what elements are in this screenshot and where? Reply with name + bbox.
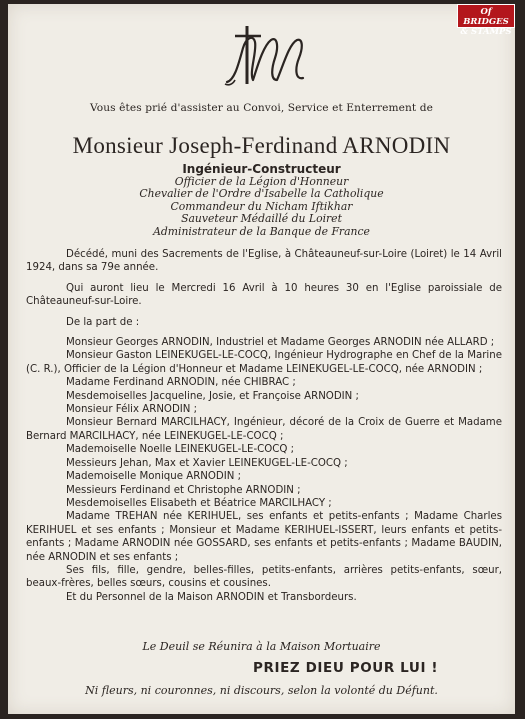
family-entry: Messieurs Jehan, Max et Xavier LEINEKUGEL-LE-COCQ ; xyxy=(66,457,348,469)
honor-titles xyxy=(8,176,515,238)
family-entry: Monsieur Félix ARNODIN ; xyxy=(66,404,198,416)
family-entry: Et du Personnel de la Maison ARNODIN et Transbordeurs. xyxy=(66,591,357,603)
family-entry: Mesdemoiselles Elisabeth et Béatrice MARCILHACY ; xyxy=(66,497,332,509)
honor-title: Sauveteur Médaillé du Loiret xyxy=(181,212,342,226)
watermark-line-2: & STAMPS xyxy=(460,27,512,37)
family-entry: Mademoiselle Monique ARNODIN ; xyxy=(66,471,242,483)
watermark-line-1: Of BRIDGES xyxy=(463,7,509,27)
deceased-profession: Ingénieur-Constructeur xyxy=(182,162,341,176)
service-notice: Qui auront lieu le Mercredi 16 Avril à 10 heures 30 en l'Eglise paroissiale de Châteauneuf-sur-Loire. xyxy=(26,282,502,308)
cross-monogram-icon xyxy=(213,22,309,88)
family-entry: Madame TREHAN née KERIHUEL, ses enfants et petits-enfants ; Madame Charles KERIHUEL et ses enfants ; Monsieur et Madame KERIHUEL-ISSERT, leurs enfants et petits-enfants ; Madame ARNODIN née GOSSARD, ses enfants et petits-enfants ; Madame BAUDIN, née ARNODIN et ses enfants ; xyxy=(26,511,502,563)
family-entry: Monsieur Gaston LEINEKUGEL-LE-COCQ, Ingénieur Hydrographe en Chef de la Marine (C. R.), Officier de la Légion d'Honneur et Madame LEINEKUGEL-LE-COCQ, née ARNODIN ; xyxy=(26,350,502,375)
family-entry: Monsieur Bernard MARCILHACY, Ingénieur, décoré de la Croix de Guerre et Madame Bernard MARCILHACY, née LEINEKUGEL-LE-COCQ ; xyxy=(26,417,502,442)
deceased-name: Monsieur Joseph-Ferdinand ARNODIN xyxy=(72,133,451,158)
honor-title: Commandeur du Nicham Iftikhar xyxy=(170,199,353,213)
family-list xyxy=(26,336,502,604)
family-entry: Mesdemoiselles Jacqueline, Josie, et Françoise ARNODIN ; xyxy=(66,390,359,402)
honor-title: Administrateur de la Banque de France xyxy=(153,224,370,238)
death-notice: Décédé, muni des Sacrements de l'Eglise, à Châteauneuf-sur-Loire (Loiret) le 14 Avril 1924, dans sa 79e année. xyxy=(26,249,502,274)
family-entry: Monsieur Georges ARNODIN, Industriel et Madame Georges ARNODIN née ALLARD ; xyxy=(66,337,495,349)
funeral-notice-card xyxy=(8,4,515,714)
from-label: De la part de : xyxy=(66,316,140,328)
family-entry: Ses fils, fille, gendre, belles-filles, petits-enfants, arrières petits-enfants, sœur, beaux-frères, belles sœurs, cousins et cousines. xyxy=(26,564,502,590)
invitation-line: Vous êtes prié d'assister au Convoi, Service et Enterrement de xyxy=(89,102,434,114)
prayer-line: PRIEZ DIEU POUR LUI ! xyxy=(253,660,439,676)
no-flowers-request: Ni fleurs, ni couronnes, ni discours, selon la volonté du Défunt. xyxy=(85,684,438,697)
family-entry: Mademoiselle Noelle LEINEKUGEL-LE-COCQ ; xyxy=(66,444,295,456)
mourning-gathering: Le Deuil se Réunira à la Maison Mortuaire xyxy=(142,640,381,653)
honor-title: Officier de la Légion d'Honneur xyxy=(174,175,349,188)
family-entry: Madame Ferdinand ARNODIN, née CHIBRAC ; xyxy=(66,377,296,389)
family-entry: Messieurs Ferdinand et Christophe ARNODIN ; xyxy=(66,484,301,496)
honor-title: Chevalier de l'Ordre d'Isabelle la Catholique xyxy=(139,187,384,201)
watermark-badge xyxy=(457,4,515,37)
notice-body xyxy=(26,248,502,604)
